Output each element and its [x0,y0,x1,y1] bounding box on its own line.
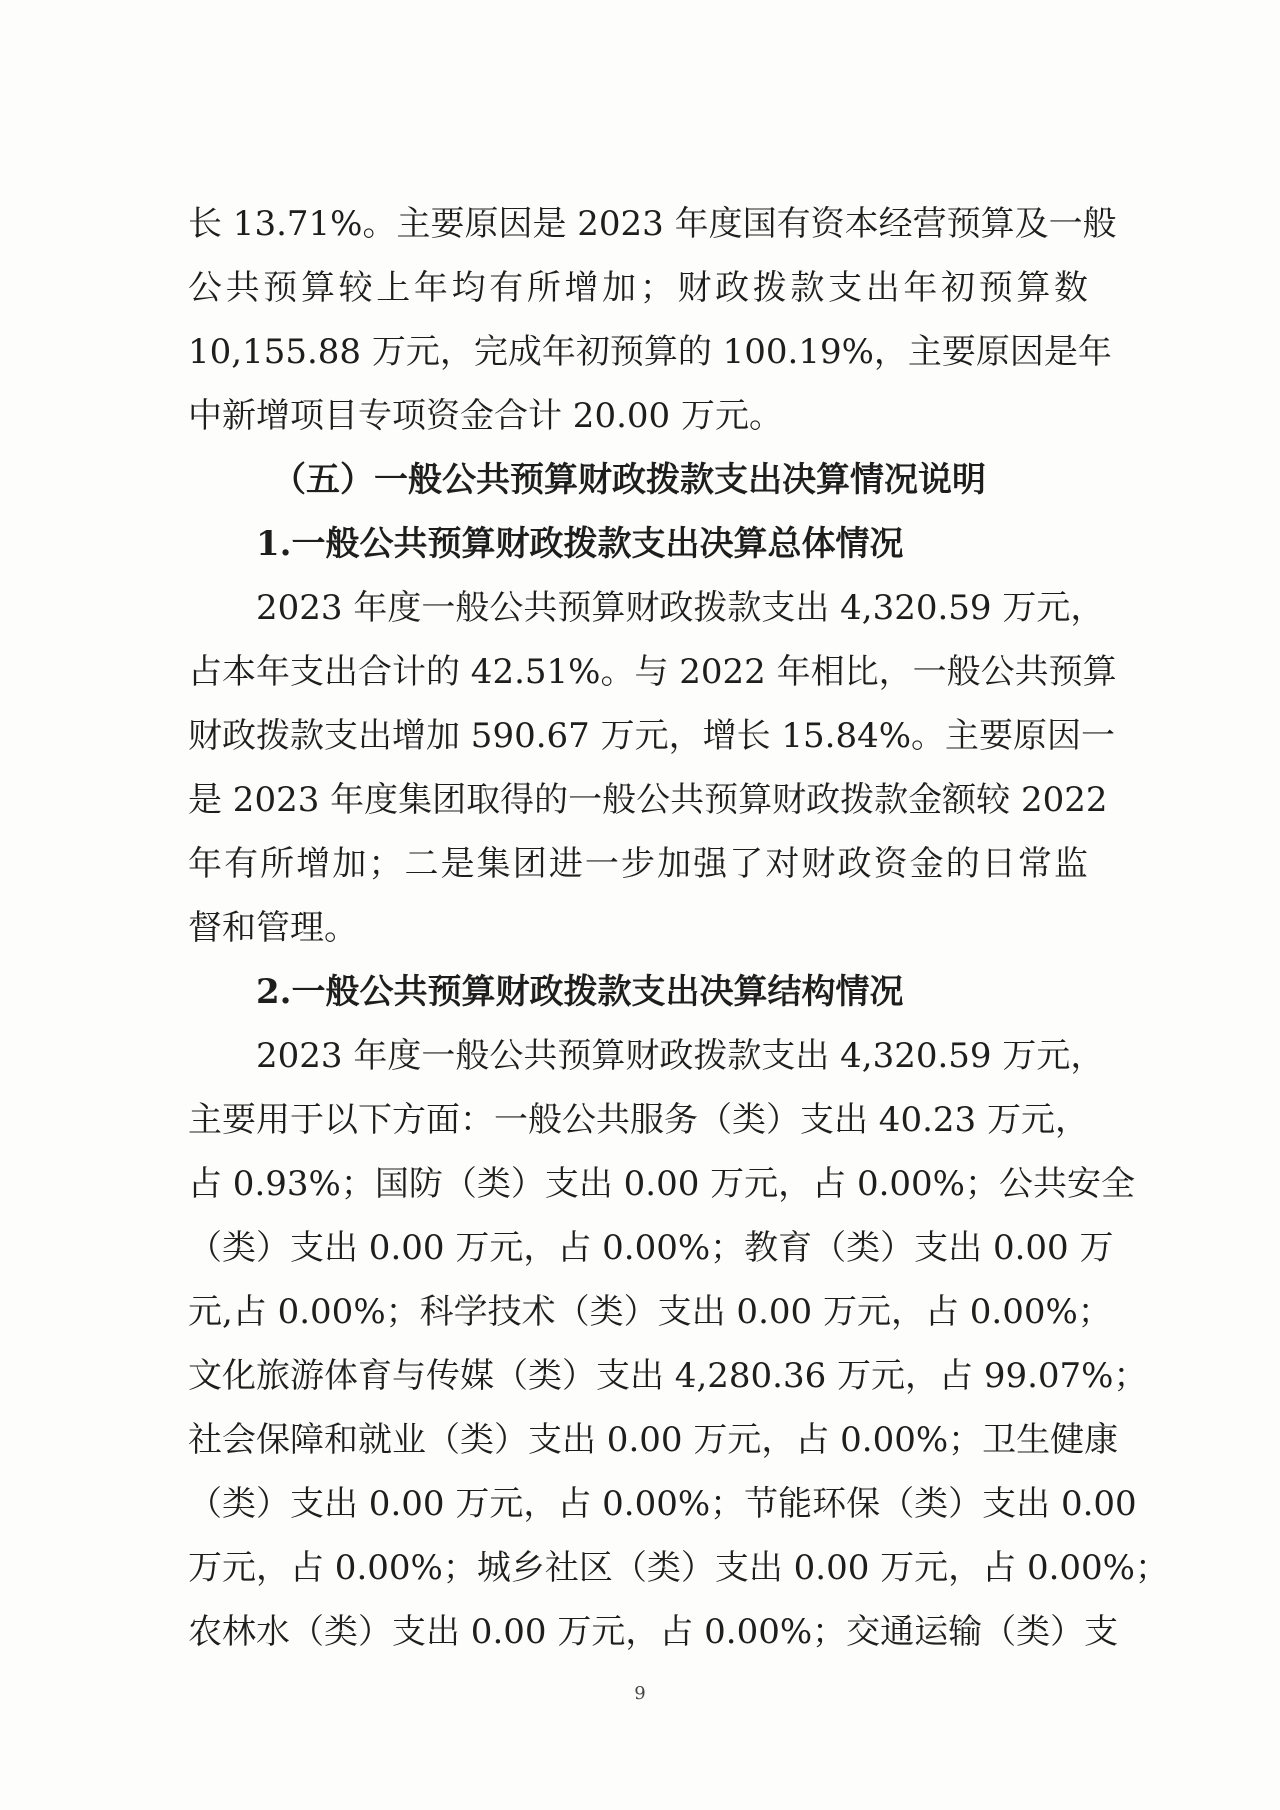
body-line: 主要用于以下方面：一般公共服务（类）支出 40.23 万元， [188,1100,1089,1140]
body-line: 农林水（类）支出 0.00 万元，占 0.00%；交通运输（类）支 [188,1612,1119,1652]
body-line: 年有所增加；二是集团进一步加强了对财政资金的日常监 [188,844,1088,884]
body-line: 财政拨款支出增加 590.67 万元，增长 15.84%。主要原因一 [188,716,1116,756]
body-line: 公共预算较上年均有所增加；财政拨款支出年初预算数 [188,268,1088,308]
body-line: 2023 年度一般公共预算财政拨款支出 4,320.59 万元， [256,1036,1105,1076]
subsection-heading: 2.一般公共预算财政拨款支出决算结构情况 [256,972,904,1012]
document-body [188,192,1169,1664]
body-line: （类）支出 0.00 万元，占 0.00%；教育（类）支出 0.00 万 [188,1228,1114,1268]
body-line: 占 0.93%；国防（类）支出 0.00 万元，占 0.00%；公共安全 [188,1164,1135,1204]
body-line: 2023 年度一般公共预算财政拨款支出 4,320.59 万元， [256,588,1105,628]
body-line: 中新增项目专项资金合计 20.00 万元。 [188,396,783,436]
body-line: 督和管理。 [188,908,358,948]
body-line: 占本年支出合计的 42.51%。与 2022 年相比，一般公共预算 [188,652,1117,692]
body-line: 万元，占 0.00%；城乡社区（类）支出 0.00 万元，占 0.00%； [188,1548,1169,1588]
body-line: 10,155.88 万元，完成年初预算的 100.19%，主要原因是年 [188,332,1112,372]
body-line: 社会保障和就业（类）支出 0.00 万元，占 0.00%；卫生健康 [188,1420,1119,1460]
body-line: 元,占 0.00%；科学技术（类）支出 0.00 万元，占 0.00%； [188,1292,1112,1332]
section-heading: （五）一般公共预算财政拨款支出决算情况说明 [272,460,986,500]
body-line: 长 13.71%。主要原因是 2023 年度国有资本经营预算及一般 [188,204,1117,244]
body-line: （类）支出 0.00 万元，占 0.00%；节能环保（类）支出 0.00 [188,1484,1137,1524]
body-line: 文化旅游体育与传媒（类）支出 4,280.36 万元，占 99.07%； [188,1356,1148,1396]
page-number: 9 [634,1683,646,1704]
body-line: 是 2023 年度集团取得的一般公共预算财政拨款金额较 2022 [188,780,1108,820]
subsection-heading: 1.一般公共预算财政拨款支出决算总体情况 [256,524,904,564]
